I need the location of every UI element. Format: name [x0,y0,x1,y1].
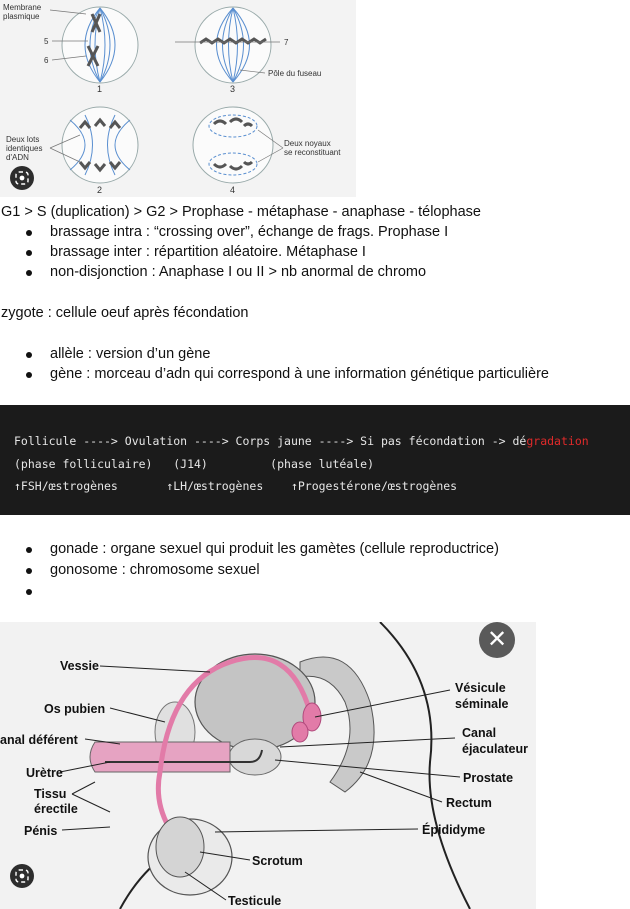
label-5: 5 [44,37,49,46]
mitosis-diagram [0,0,356,197]
bullet-dot [26,372,32,378]
label-vesicule: Vésicule [455,681,506,695]
label-7: 7 [284,38,289,47]
bullet-dot [26,250,32,256]
lens-icon [15,869,29,883]
anatomy-diagram-svg [0,622,536,909]
label-penis: Pénis [24,824,58,838]
cell-3 [195,7,271,83]
list-item-text: brassage intra : “crossing over”, échange de frags. Prophase I [50,224,449,240]
close-button[interactable] [479,622,515,658]
list-item-text: brassage inter : répartition aléatoire. Métaphase I [50,244,366,260]
list-item [50,541,499,557]
list-item [50,366,549,382]
list-item-text: non-disjonction : Anaphase I ou II > nb anormal de chromo [50,264,427,280]
lens-search-button[interactable] [10,864,34,888]
testicle-shape [156,817,204,877]
bullet-dot [26,230,32,236]
label-epididyme: Épididyme [422,823,486,837]
list-item-text: gène : morceau d’adn qui correspond à une information génétique particulière [50,366,549,382]
list-item [50,224,448,240]
code-line-1-main: Follicule ----> Ovulation ----> Corps jaune ----> Si pas fécondation -> dé [14,434,527,448]
label-seminale: séminale [455,697,509,711]
close-icon: ✕ [486,626,508,653]
label-tissu: Tissu [34,787,67,801]
code-line-1 [14,434,589,448]
anatomy-diagram [0,622,536,909]
label-lots: Deux lots identiques d'ADN [6,135,43,162]
stage-1-number: 1 [97,84,103,94]
label-scrotum: Scrotum [252,854,303,868]
label-ejaculateur: éjaculateur [462,742,529,756]
code-block [0,405,630,515]
label-canal: Canal [462,726,497,740]
label-noyaux: Deux noyaux se reconstituant [284,139,341,157]
list-item [50,244,366,260]
list-item-text: gonosome : chromosome sexuel [50,562,260,578]
bullet-dot [26,270,32,276]
seminal-vesicle-shape [292,722,308,742]
label-prostate: Prostate [463,771,514,785]
mitosis-diagram-svg [0,0,356,197]
list-item [50,264,426,280]
lens-search-button[interactable] [10,166,34,190]
cell-1 [62,7,138,83]
bullet-dot [26,352,32,358]
label-os-pubien: Os pubien [44,702,106,716]
label-erectile: érectile [34,802,78,816]
label-uretre: Urètre [26,766,63,780]
code-line-2: (phase folliculaire) (J14) (phase lutéale) [14,457,375,471]
label-pole: Pôle du fuseau [268,69,322,78]
code-line-3: ↑FSH/œstrogènes ↑LH/œstrogènes ↑Progestérone/œstrogènes [14,479,458,493]
label-rectum: Rectum [446,796,492,810]
list-item-text: gonade : organe sexuel qui produit les gamètes (cellule reproductrice) [50,541,499,557]
bullet-dot [26,589,32,595]
label-canal-deferent: anal déférent [0,733,78,747]
label-vessie: Vessie [60,659,99,673]
bullet-dot [26,547,32,553]
body-outline [380,622,470,909]
bullet-dot [26,568,32,574]
label-membrane: Membrane plasmique [3,3,42,21]
label-testicule: Testicule [228,894,282,908]
list-item-text: allèle : version d’un gène [50,346,211,362]
cell-cycle-line: G1 > S (duplication) > G2 > Prophase - métaphase - anaphase - télophase [1,204,482,220]
label-6: 6 [44,56,49,65]
stage-2-number: 2 [97,185,103,195]
list-item [50,562,260,578]
stage-3-number: 3 [230,84,236,94]
stage-4-number: 4 [230,185,236,195]
prostate-shape [229,739,281,775]
zygote-line: zygote : cellule oeuf après fécondation [1,305,249,321]
list-item [50,346,210,362]
code-line-1-red: gradation [526,434,589,448]
lens-icon [15,171,29,185]
